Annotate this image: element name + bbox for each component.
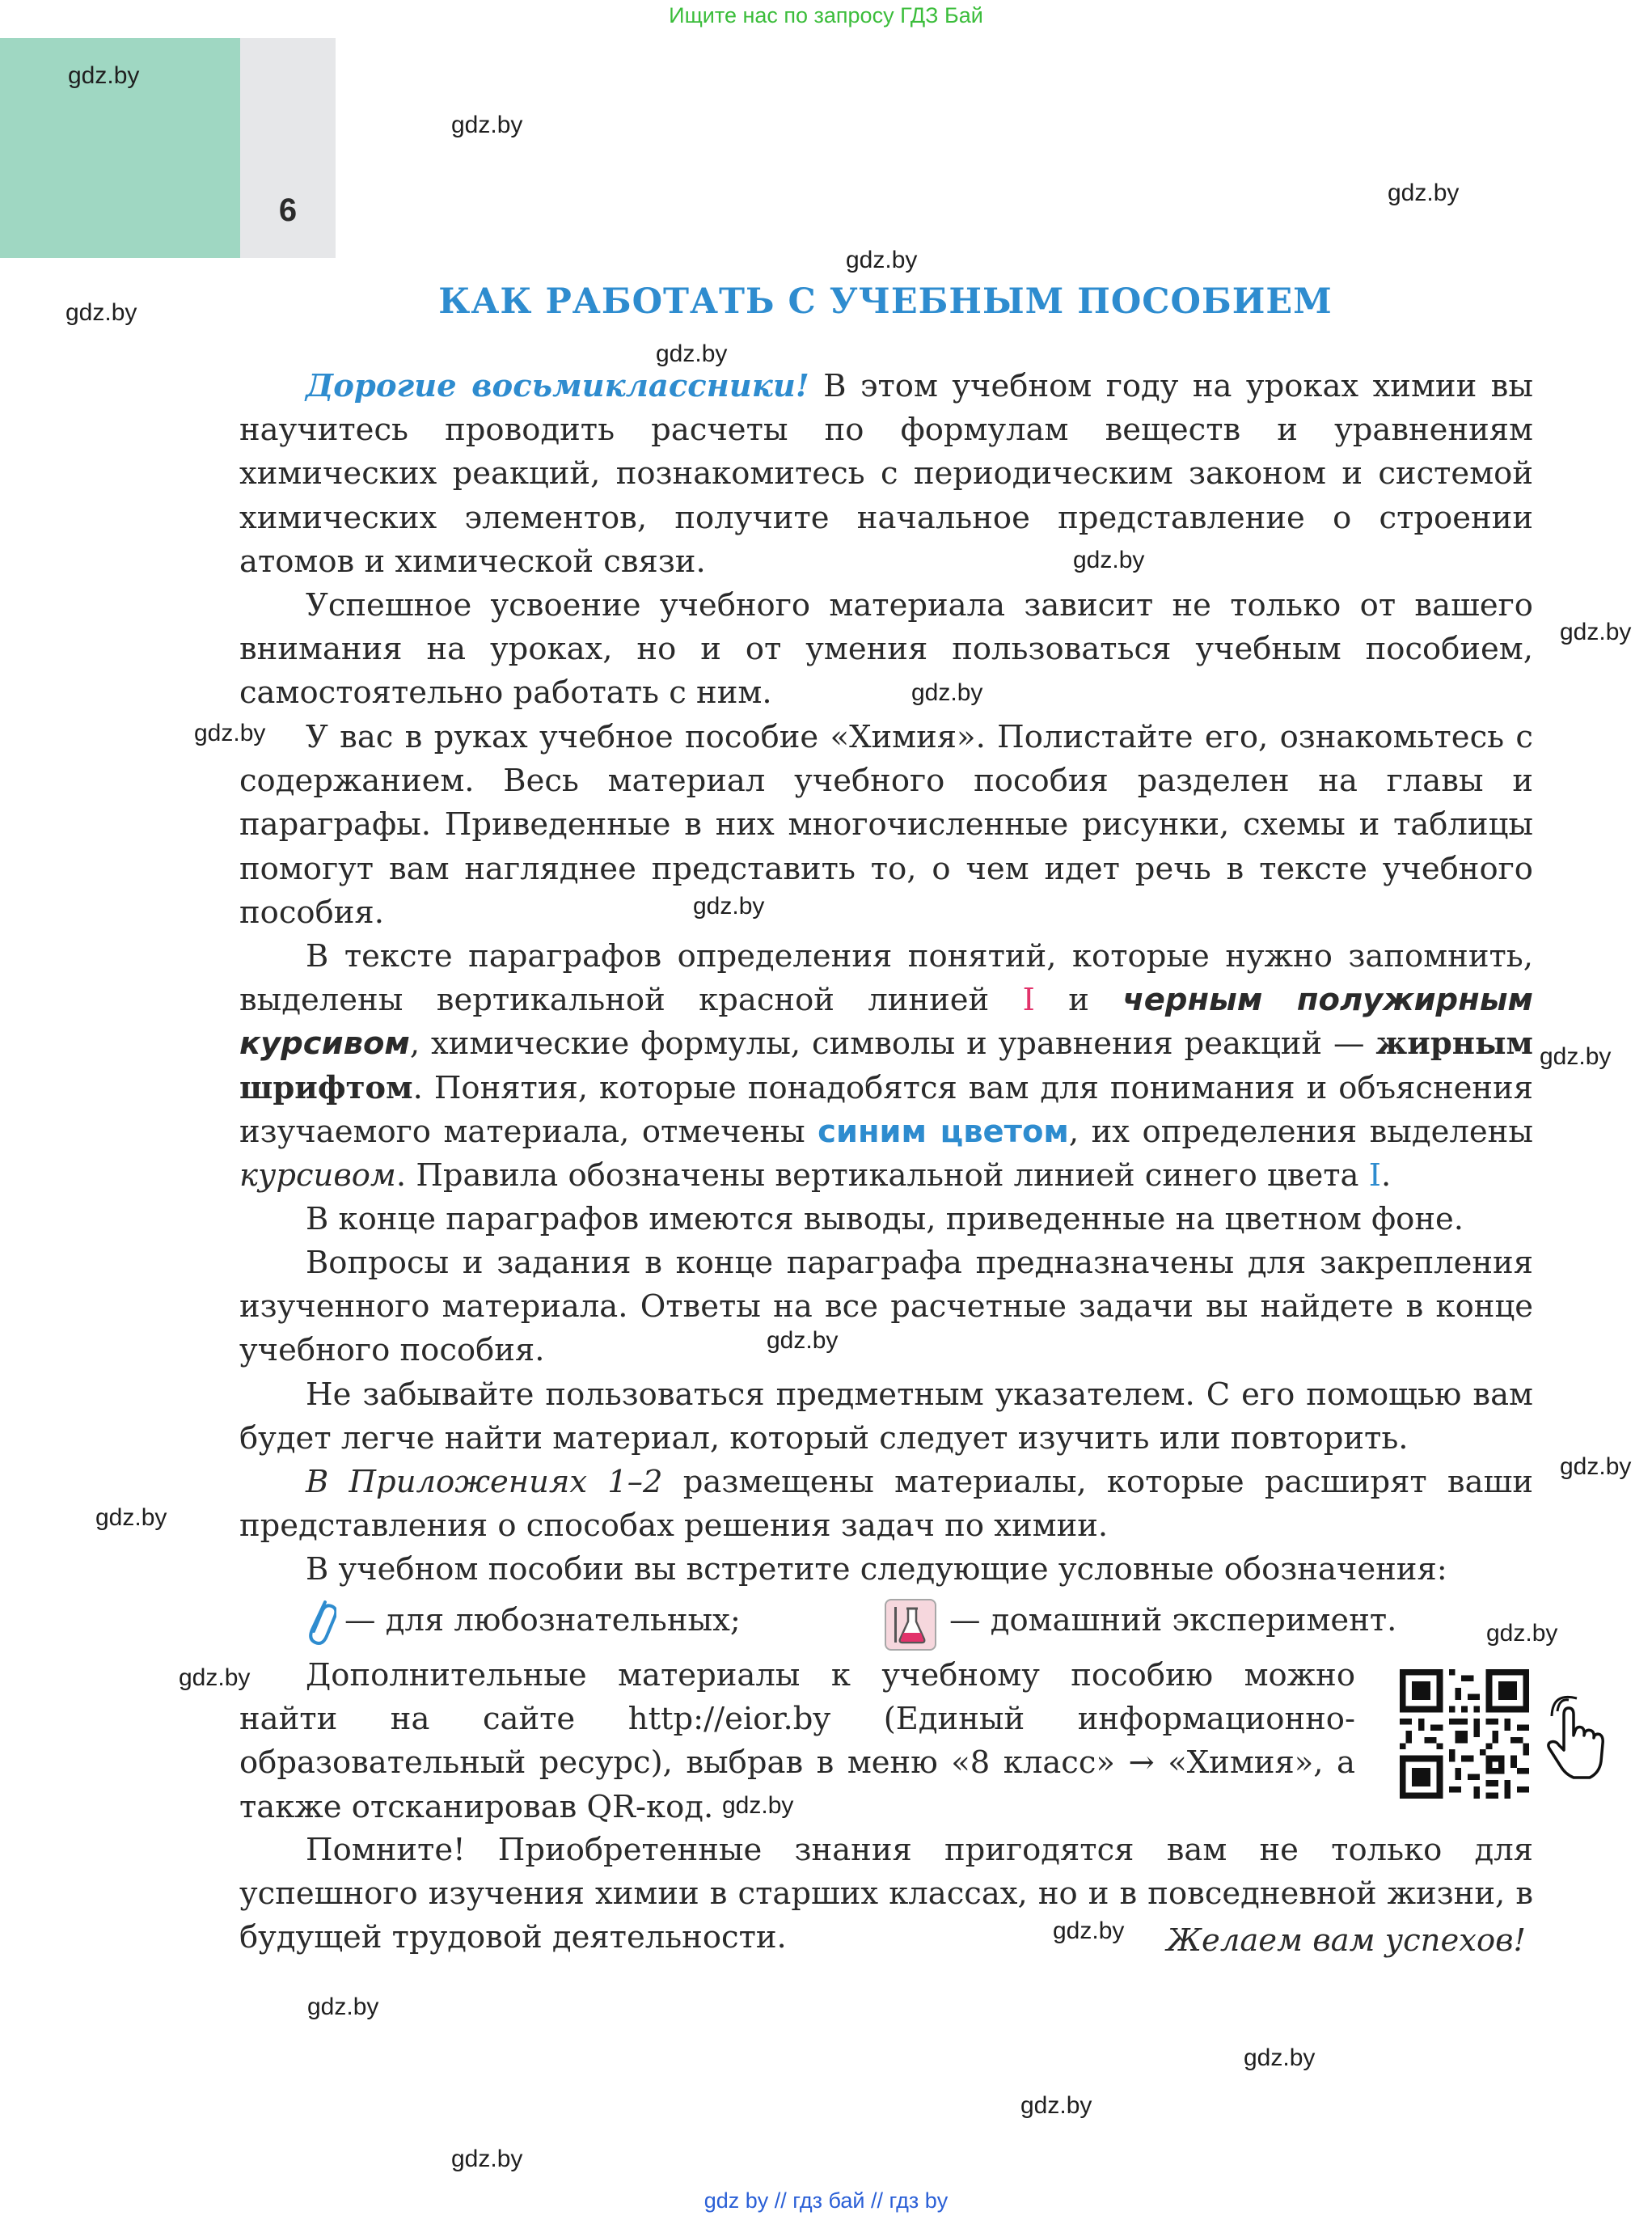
legend-curious: — для любознательных; bbox=[344, 1602, 741, 1638]
watermark: gdz.by bbox=[194, 720, 266, 746]
paragraph-symbols: В учебном пособии вы встретите следующие условные обозначения: bbox=[306, 1551, 1447, 1588]
watermark: gdz.by bbox=[1560, 1453, 1632, 1480]
watermark: gdz.by bbox=[656, 340, 728, 367]
top-banner: Ищите нас по запросу ГДЗ Бай bbox=[669, 3, 983, 27]
watermark: gdz.by bbox=[1244, 2044, 1316, 2071]
blue-line-mark: I bbox=[1368, 1157, 1381, 1194]
watermark: gdz.by bbox=[846, 247, 918, 273]
paragraph-notation: В тексте параграфов определения понятий, которые нужно запомнить, выделены вертикальной красной линией I и черным полужирным курсивом, химические формулы, символы и уравнения реакций — жирным шрифтом. Понятия, которые понадобятся вам для понимания и объяснения изучаемого материала, отмечены синим цветом, их определения выделены курсивом. Правила обозначены вертикальной линией синего цвета I. bbox=[239, 938, 1533, 1194]
watermark: gdz.by bbox=[911, 679, 983, 706]
watermark: gdz.by bbox=[767, 1327, 839, 1354]
page-number: 6 bbox=[278, 192, 298, 228]
watermark: gdz.by bbox=[1486, 1620, 1558, 1647]
watermark: gdz.by bbox=[451, 112, 523, 138]
footer: gdz by // гдз бай // гдз by bbox=[703, 2188, 949, 2213]
watermark: gdz.by bbox=[65, 299, 137, 326]
italic-example: курсивом bbox=[239, 1157, 396, 1194]
paragraph-remember: Помните! Приобретенные знания пригодятся вам не только для успешного изучения химии в старших классах, но и в повседневной жизни, в будущей трудовой деятельности. bbox=[239, 1832, 1533, 1956]
watermark: gdz.by bbox=[95, 1504, 167, 1531]
legend-home-experiment: — домашний эксперимент. bbox=[949, 1602, 1397, 1638]
paragraph-success: Успешное усвоение учебного материала зависит не только от вашего внимания на уроках, но и от умения пользоваться учебным пособием, самостоятельно работать с ним. bbox=[239, 587, 1533, 712]
paragraph-intro: Дорогие восьмиклассники! В этом учебном году на уроках химии вы научитесь проводить расчеты по формулам веществ и уравнениям химических реакций, познакомитесь с периодическим законом и системой химических элементов, получите начальное представление о строении атомов и химической связи. bbox=[239, 368, 1533, 580]
red-line-mark: I bbox=[1022, 982, 1035, 1019]
paragraph-conclusions: В конце параграфов имеются выводы, приведенные на цветном фоне. bbox=[306, 1201, 1464, 1237]
greeting: Дорогие восьмиклассники! bbox=[306, 368, 809, 404]
paragraph-questions: Вопросы и задания в конце параграфа предназначены для закрепления изученного материала. Ответы на все расчетные задачи вы найдете в конце учебного пособия. bbox=[239, 1245, 1533, 1369]
watermark: gdz.by bbox=[722, 1792, 794, 1819]
watermark: gdz.by bbox=[68, 62, 140, 89]
hand-pointer-icon bbox=[1541, 1693, 1606, 1782]
watermark: gdz.by bbox=[693, 893, 765, 920]
paragraph-appendix: В Приложениях 1–2 размещены материалы, которые расширят ваши представления о способах решения задач по химии. bbox=[239, 1464, 1533, 1545]
watermark: gdz.by bbox=[179, 1664, 251, 1691]
blue-example: синим цветом bbox=[818, 1113, 1069, 1150]
qr-code[interactable] bbox=[1400, 1669, 1529, 1799]
flask-icon bbox=[885, 1599, 936, 1651]
watermark: gdz.by bbox=[1053, 1917, 1125, 1944]
bold-example: жирным шрифтом bbox=[239, 1025, 1533, 1106]
closing-wish: Желаем вам успехов! bbox=[1166, 1922, 1526, 1959]
paragraph-resources: Дополнительные материалы к учебному пособию можно найти на сайте http://eior.by (Единый информационно-образовательный ресурс), выбрав в меню «8 класс» → «Химия», а также отсканировав QR-код. bbox=[239, 1657, 1355, 1825]
legend-row bbox=[304, 1597, 1533, 1654]
watermark: gdz.by bbox=[1073, 547, 1145, 573]
watermark: gdz.by bbox=[1020, 2092, 1092, 2119]
watermark: gdz.by bbox=[1540, 1043, 1612, 1070]
bold-italic-example: черным полужирным курсивом bbox=[239, 982, 1533, 1063]
paragraph-textbook: У вас в руках учебное пособие «Химия». Полистайте его, ознакомьтесь с содержанием. Весь материал учебного пособия разделен на главы и параграфы. Приведенные в них многочисленные рисунки, схемы и таблицы помогут вам нагляднее представить то, о чем идет речь в тексте учебного пособия. bbox=[239, 719, 1533, 931]
paragraph-index: Не забывайте пользоваться предметным указателем. С его помощью вам будет легче найти материал, который следует изучить или повторить. bbox=[239, 1376, 1533, 1457]
watermark: gdz.by bbox=[1388, 180, 1460, 206]
watermark: gdz.by bbox=[307, 1994, 379, 2020]
paperclip-icon bbox=[304, 1597, 336, 1651]
page-title: КАК РАБОТАТЬ С УЧЕБНЫМ ПОСОБИЕМ bbox=[438, 281, 1333, 322]
watermark: gdz.by bbox=[1560, 619, 1632, 645]
watermark: gdz.by bbox=[451, 2146, 523, 2172]
